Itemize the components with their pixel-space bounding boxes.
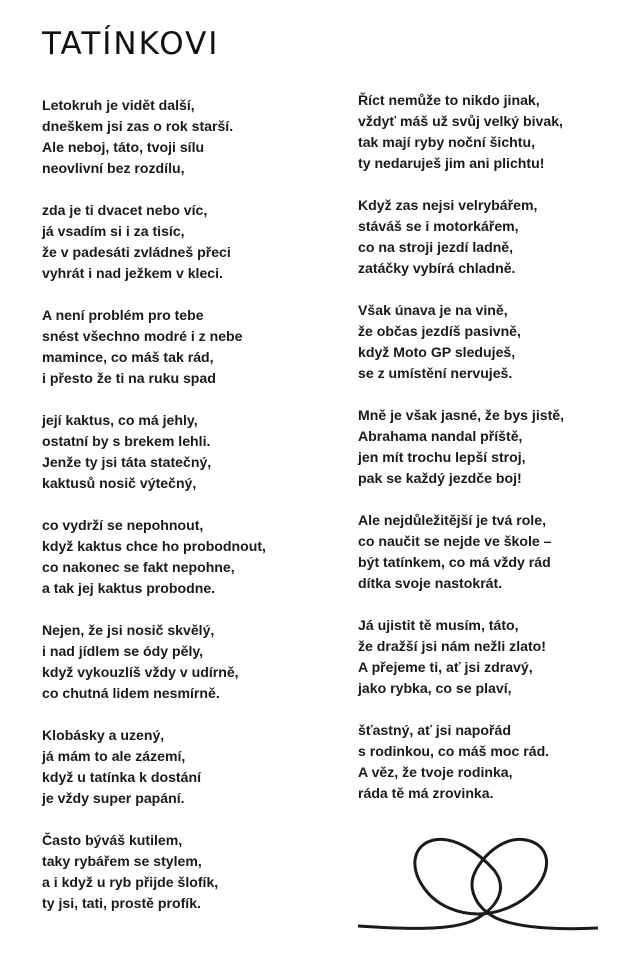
heart-icon bbox=[358, 818, 598, 938]
left-column bbox=[42, 95, 332, 935]
poem-line: mamince, co máš tak rád, bbox=[42, 349, 214, 365]
right-stanza bbox=[358, 510, 633, 594]
poem-line: že v padesáti zvládneš přeci bbox=[42, 244, 231, 260]
left-stanza bbox=[42, 725, 332, 809]
poem-line: taky rybářem se stylem, bbox=[42, 853, 202, 869]
poem-line: co chutná lidem nesmírně. bbox=[42, 685, 220, 701]
poem-line: vyhrát i nad ježkem v kleci. bbox=[42, 265, 223, 281]
right-stanza bbox=[358, 615, 633, 699]
left-stanza bbox=[42, 95, 332, 179]
poem-line: dítka svoje nastokrát. bbox=[358, 575, 503, 591]
poem-line: že občas jezdíš pasivně, bbox=[358, 323, 521, 339]
poem-line: Říct nemůže to nikdo jinak, bbox=[358, 92, 540, 108]
poem-line: být tatínkem, co má vždy rád bbox=[358, 554, 551, 570]
poem-line: ty jsi, tati, prostě profík. bbox=[42, 895, 201, 911]
poem-line: Často býváš kutilem, bbox=[42, 832, 183, 848]
poem-line: i nad jídlem se ódy pěly, bbox=[42, 643, 204, 659]
poem-line: co naučit se nejde ve škole – bbox=[358, 533, 552, 549]
poem-line: je vždy super papání. bbox=[42, 790, 185, 806]
poem-line: stáváš se i motorkářem, bbox=[358, 218, 519, 234]
poem-line: co na stroji jezdí ladně, bbox=[358, 239, 514, 255]
right-stanza bbox=[358, 195, 633, 279]
left-stanza bbox=[42, 410, 332, 494]
poem-line: já vsadím si i za tisíc, bbox=[42, 223, 185, 239]
poem-title: TATÍNKOVI bbox=[42, 26, 220, 62]
poem-line: Já ujistit tě musím, táto, bbox=[358, 617, 519, 633]
poem-line: zatáčky vybírá chladně. bbox=[358, 260, 516, 276]
poem-line: tak mají ryby noční šichtu, bbox=[358, 134, 536, 150]
poem-line: její kaktus, co má jehly, bbox=[42, 412, 198, 428]
poem-line: Abrahama nandal příště, bbox=[358, 428, 523, 444]
poem-line: že dražší jsi nám nežli zlato! bbox=[358, 638, 546, 654]
poem-line: ty nedaruješ jim ani plichtu! bbox=[358, 155, 545, 171]
poem-line: Ale neboj, táto, tvoji sílu bbox=[42, 139, 205, 155]
poem-line: jako rybka, co se plaví, bbox=[358, 680, 512, 696]
poem-line: i přesto že ti na ruku spad bbox=[42, 370, 216, 386]
poem-line: když vykouzlíš vždy v udírně, bbox=[42, 664, 239, 680]
poem-line: ráda tě má zrovinka. bbox=[358, 785, 494, 801]
poem-line: co nakonec se fakt nepohne, bbox=[42, 559, 235, 575]
poem-line: a i když u ryb přijde šlofík, bbox=[42, 874, 219, 890]
left-stanza bbox=[42, 200, 332, 284]
poem-line: A věz, že tvoje rodinka, bbox=[358, 764, 513, 780]
left-stanza bbox=[42, 515, 332, 599]
poem-line: když Moto GP sleduješ, bbox=[358, 344, 516, 360]
poem-line: Letokruh je vidět další, bbox=[42, 97, 195, 113]
poem-line: Když zas nejsi velrybářem, bbox=[358, 197, 538, 213]
poem-line: snést všechno modré i z nebe bbox=[42, 328, 243, 344]
poem-line: ostatní by s brekem lehli. bbox=[42, 433, 211, 449]
poem-line: Jenže ty jsi táta statečný, bbox=[42, 454, 212, 470]
poem-line: Mně je však jasné, že bys jistě, bbox=[358, 407, 565, 423]
poem-line: dneškem jsi zas o rok starší. bbox=[42, 118, 234, 134]
right-stanza bbox=[358, 90, 633, 174]
poem-line: Klobásky a uzený, bbox=[42, 727, 165, 743]
poem-line: šťastný, ať jsi napořád bbox=[358, 722, 511, 738]
poem-line: když kaktus chce ho probodnout, bbox=[42, 538, 266, 554]
poem-line: pak se každý jezdče boj! bbox=[358, 470, 522, 486]
poem-line: Ale nejdůležitější je tvá role, bbox=[358, 512, 546, 528]
poem-line: neovlivní bez rozdílu, bbox=[42, 160, 185, 176]
poem-line: A není problém pro tebe bbox=[42, 307, 204, 323]
poem-line: co vydrží se nepohnout, bbox=[42, 517, 204, 533]
right-stanza bbox=[358, 405, 633, 489]
poem-line: kaktusů nosič výtečný, bbox=[42, 475, 197, 491]
poem-line: Však únava je na vině, bbox=[358, 302, 508, 318]
poem-line: já mám to ale zázemí, bbox=[42, 748, 186, 764]
poem-line: s rodinkou, co máš moc rád. bbox=[358, 743, 550, 759]
poem-line: zda je ti dvacet nebo víc, bbox=[42, 202, 208, 218]
poem-line: Nejen, že jsi nosič skvělý, bbox=[42, 622, 215, 638]
poem-line: A přejeme ti, ať jsi zdravý, bbox=[358, 659, 533, 675]
right-stanza bbox=[358, 720, 633, 804]
poem-line: a tak jej kaktus probodne. bbox=[42, 580, 216, 596]
left-stanza bbox=[42, 305, 332, 389]
right-column bbox=[358, 90, 633, 825]
left-stanza bbox=[42, 620, 332, 704]
poem-line: se z umístění nervuješ. bbox=[358, 365, 513, 381]
left-stanza bbox=[42, 830, 332, 914]
right-stanza bbox=[358, 300, 633, 384]
poem-line: jen mít trochu lepší stroj, bbox=[358, 449, 526, 465]
poem-line: vždyť máš už svůj velký bivak, bbox=[358, 113, 563, 129]
poem-line: když u tatínka k dostání bbox=[42, 769, 201, 785]
